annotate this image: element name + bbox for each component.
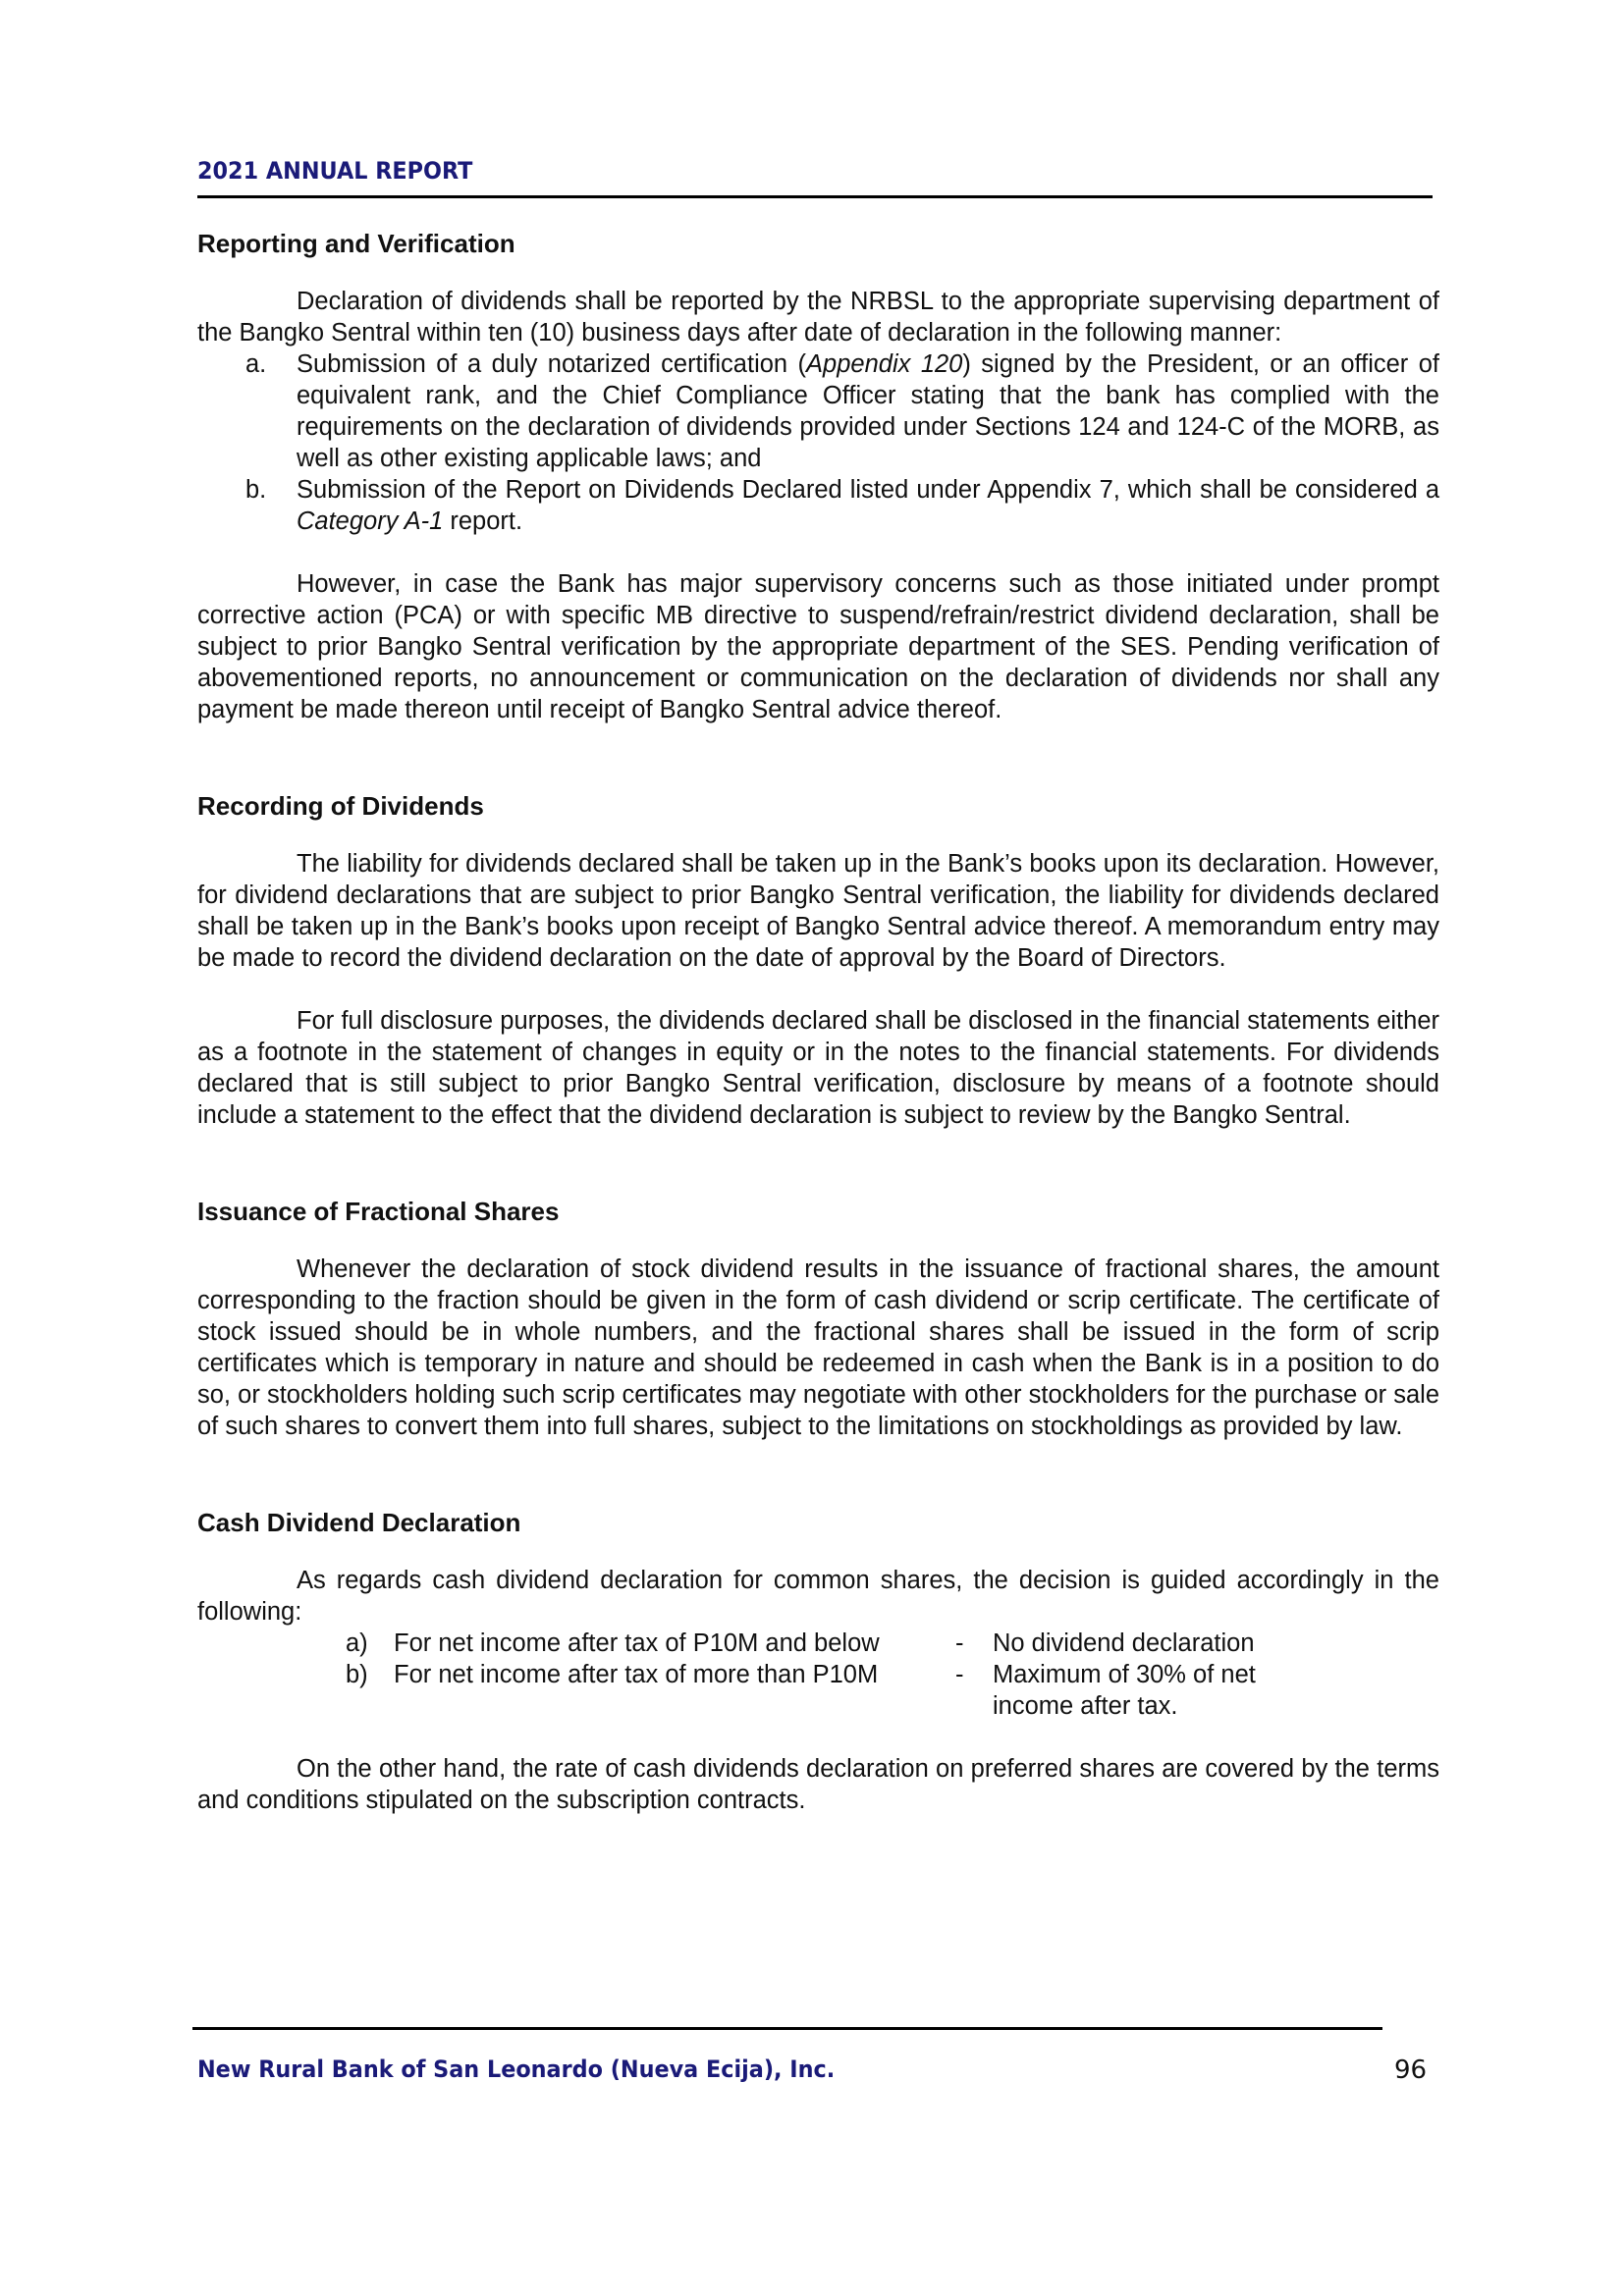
category-reference: Category A-1 (297, 507, 444, 535)
header-rule (197, 195, 1433, 198)
section-heading: Issuance of Fractional Shares (197, 1197, 560, 1226)
paragraph: On the other hand, the rate of cash dividends declaration on preferred shares are covered by the terms and conditions stipulated on the subscription contracts. (197, 1755, 1439, 1814)
section-heading: Cash Dividend Declaration (197, 1508, 521, 1537)
section-reporting-and-verification (197, 224, 1439, 725)
rule-separator: - (955, 1629, 964, 1657)
paragraph: However, in case the Bank has major supervisory concerns such as those initiated under prompt corrective action (PCA) or with specific MB directive to suspend/refrain/restrict dividend declaration, shall be subject to prior Bangko Sentral verification by the appropriate department of the SES. Pending verification of abovementioned reports, no announcement or communication on the declaration of dividends nor shall any payment be made thereon until receipt of Bangko Sentral advice thereof. (197, 570, 1439, 723)
list-marker: b. (245, 476, 267, 504)
running-header: 2021 ANNUAL REPORT (197, 157, 473, 185)
cash-dividend-rules (197, 1628, 1439, 1722)
footer-organization: New Rural Bank of San Leonardo (Nueva Ecija), Inc. (197, 2056, 836, 2083)
rule-separator: - (955, 1661, 964, 1688)
list-item: a. Submission of a duly notarized certification (Appendix 120) signed by the President, or an officer of equivalent rank, and the Chief Compliance Officer stating that the bank has complied with the requirements on the declaration of dividends provided under Sections 124 and 124-C of the MORB, as well as other existing applicable laws; and (245, 350, 1440, 472)
footer-rule (192, 2027, 1382, 2030)
cash-rule-row (197, 1659, 1439, 1690)
rule-condition: For net income after tax of P10M and below (394, 1629, 880, 1657)
section-heading: Recording of Dividends (197, 791, 484, 821)
list-item: b. Submission of the Report on Dividends Declared listed under Appendix 7, which shall be considered a Category A-1 report. (245, 476, 1439, 535)
page-content (197, 224, 1439, 1816)
rule-condition: For net income after tax of more than P10M (394, 1661, 879, 1688)
paragraph: The liability for dividends declared shall be taken up in the Bank’s books upon its declaration. However, for dividend declarations that are subject to prior Bangko Sentral verification, the liability for dividends declared shall be taken up in the Bank’s books upon receipt of Bangko Sentral advice thereof. A memorandum entry may be made to record the dividend declaration on the date of approval by the Board of Directors. (197, 850, 1439, 972)
rule-result: No dividend declaration (993, 1629, 1255, 1657)
paragraph: Declaration of dividends shall be reported by the NRBSL to the appropriate supervising department of the Bangko Sentral within ten (10) business days after date of declaration in the following manner: (197, 288, 1439, 347)
cash-rule-row-continuation (197, 1690, 1439, 1722)
paragraph: For full disclosure purposes, the dividends declared shall be disclosed in the financial statements either as a footnote in the statement of changes in equity or in the notes to the financial statements. For dividends declared that is still subject to prior Bangko Sentral verification, disclosure by means of a footnote should include a statement to the effect that the dividend declaration is subject to review by the Bangko Sentral. (197, 1007, 1439, 1129)
list-marker: b) (346, 1661, 368, 1688)
cash-rule-row (197, 1628, 1439, 1659)
section-heading: Reporting and Verification (197, 229, 515, 258)
list-marker: a. (245, 350, 267, 378)
page-number: 96 (1394, 2056, 1428, 2085)
appendix-reference: Appendix 120 (806, 350, 963, 378)
section-issuance-of-fractional-shares (197, 1192, 1439, 1442)
paragraph: As regards cash dividend declaration for common shares, the decision is guided accordingly in the following: (197, 1567, 1439, 1626)
section-recording-of-dividends (197, 786, 1439, 1131)
rule-result-continuation: income after tax. (993, 1692, 1178, 1720)
paragraph: Whenever the declaration of stock dividend results in the issuance of fractional shares, the amount corresponding to the fraction should be given in the form of cash dividend or scrip certificate. The certificate of stock issued should be in whole numbers, and the fractional shares shall be issued in the form of scrip certificates which is temporary in nature and should be redeemed in cash when the Bank is in a position to do so, or stockholders holding such scrip certificates may negotiate with other stockholders for the purchase or sale of such shares to convert them into full shares, subject to the limitations on stockholdings as provided by law. (197, 1255, 1439, 1440)
section-cash-dividend-declaration (197, 1503, 1439, 1816)
reporting-list (197, 348, 1439, 537)
list-marker: a) (346, 1629, 368, 1657)
rule-result: Maximum of 30% of net (993, 1661, 1256, 1688)
